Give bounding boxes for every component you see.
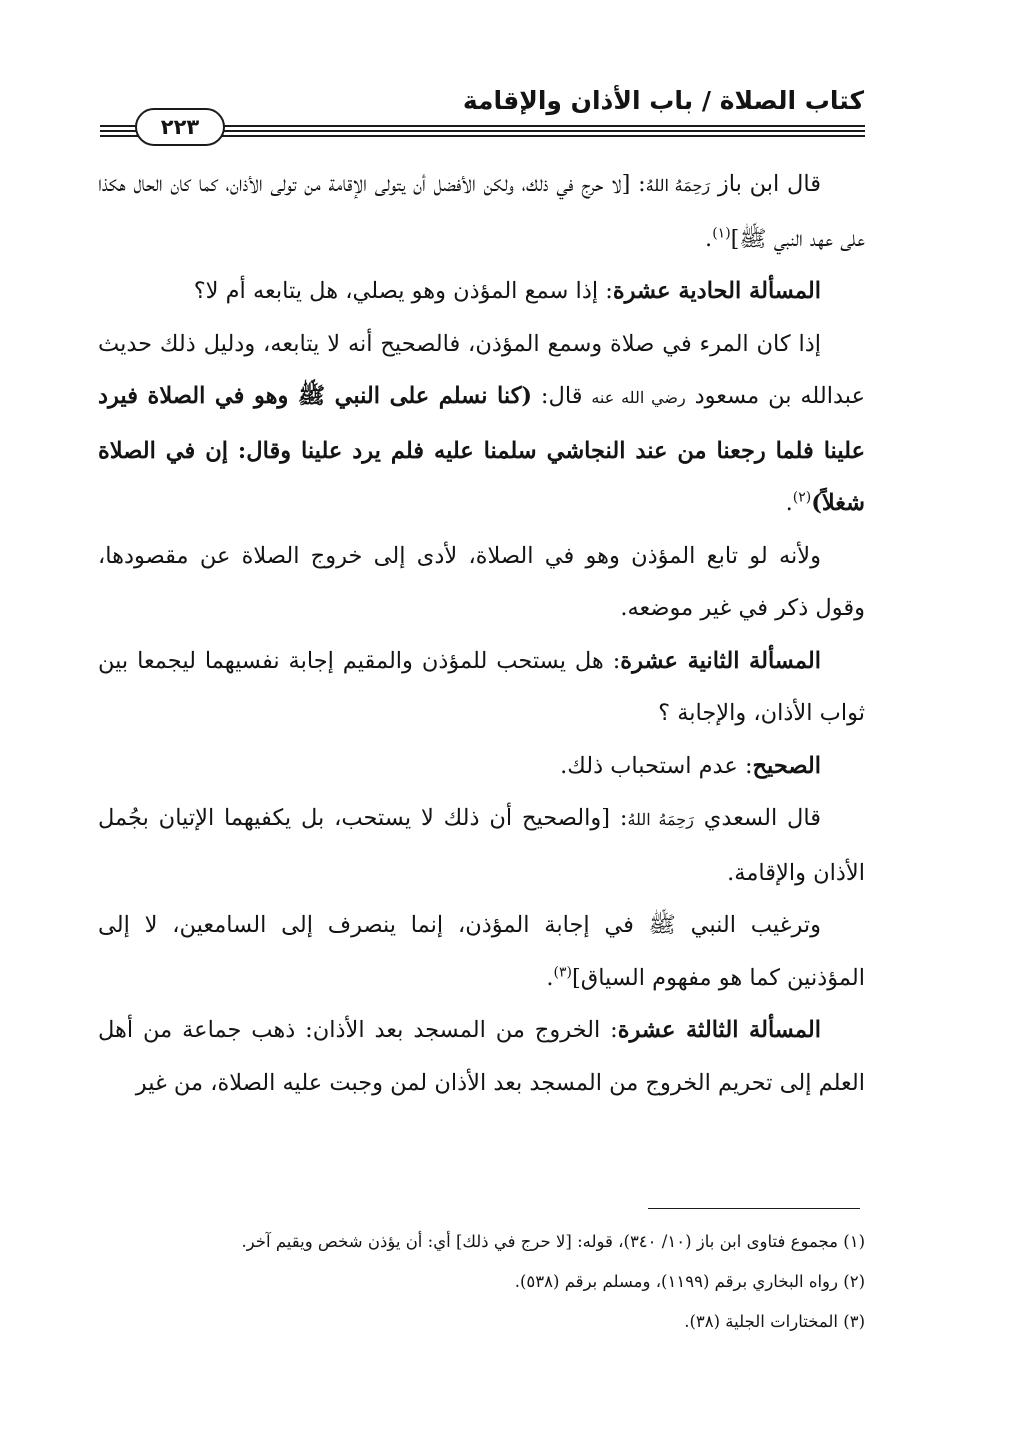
running-header-title: كتاب الصلاة / باب الأذان والإقامة: [462, 86, 864, 115]
p1-honorific: رَحِمَهُ اللهُ: [645, 176, 711, 195]
footnote-ref-3[interactable]: (٣): [553, 964, 572, 980]
paragraph-9: [98, 1004, 865, 1109]
p1-text-a: قال ابن باز: [710, 171, 821, 197]
p3-text: إذا كان المرء في صلاة وسمع المؤذن، فالصحيح أنه لا يتابعه، ودليل ذلك حديث عبدالله بن مسعود: [98, 330, 866, 409]
p7-text-a: قال السعدي: [693, 805, 821, 831]
p1-end: .: [705, 225, 713, 252]
paragraph-5: [98, 635, 865, 740]
correct-heading: الصحيح: [752, 752, 821, 779]
issue-11-heading: المسألة الحادية عشرة: [612, 278, 821, 304]
paragraph-3: [98, 318, 865, 530]
p6-text: : عدم استحباب ذلك.: [560, 752, 753, 779]
hadith-quote: (كنا نسلم على النبي ﷺ وهو في الصلاة فيرد علينا فلما رجعنا من عند النجاشي سلمنا عليه فلم يرد علينا وقال: إن في الصلاة شغلاً): [98, 383, 865, 516]
main-text: [98, 158, 865, 1109]
footnote-separator: [648, 1208, 860, 1209]
p8-end: .: [546, 964, 554, 991]
paragraph-6: [98, 740, 865, 793]
footnote-3: (٣) المختارات الجلية (٣٨).: [684, 1312, 865, 1331]
p3-text-b: قال:: [532, 383, 592, 409]
p7-text-b: : [والصحيح أن ذلك لا يستحب، بل يكفيهما الإتيان بجُمل الأذان والإقامة.: [98, 805, 865, 886]
footnote-1: (١) مجموع فتاوى ابن باز (١٠/ ٣٤٠)، قوله: [لا حرج في ذلك] أي: أن يؤذن شخص ويقيم آخر.: [241, 1232, 865, 1251]
p7-honorific: رَحِمَهُ اللهُ: [627, 810, 694, 829]
p8-text: وترغيب النبي ﷺ في إجابة المؤذن، إنما ينصرف إلى السامعين، لا إلى المؤذنين كما هو مفهوم السياق]: [98, 912, 865, 991]
footnote-2: (٢) رواه البخاري برقم (١١٩٩)، ومسلم برقم (٥٣٨).: [514, 1272, 865, 1291]
footnote-ref-1[interactable]: (١): [712, 225, 731, 241]
p3-end: .: [785, 490, 793, 516]
p1-text-b: : [لا حرج في ذلك، ولكن الأفضل أن يتولى الإقامة من تولى الأذان، كما كان الحال هكذا على عهد النبي ﷺ]: [98, 171, 865, 252]
issue-12-heading: المسألة الثانية عشرة: [620, 647, 821, 674]
paragraph-4: ولأنه لو تابع المؤذن وهو في الصلاة، لأدى إلى خروج الصلاة عن مقصودها، وقول ذكر في غير موضعه.: [98, 542, 865, 621]
p5-text: : هل يستحب للمؤذن والمقيم إجابة نفسيهما ليجمعا بين ثواب الأذان، والإجابة ؟: [98, 647, 865, 726]
paragraph-1: [98, 158, 865, 265]
page-number: ٢٢٣: [135, 108, 225, 146]
paragraph-8: [98, 899, 865, 1004]
p9-text: : الخروج من المسجد بعد الأذان: ذهب جماعة من أهل العلم إلى تحريم الخروج من المسجد بعد الأذان لمن وجبت عليه الصلاة، من غير: [98, 1017, 865, 1096]
paragraph-2: [98, 265, 865, 318]
footnotes: [98, 1222, 865, 1342]
p2-text: : إذا سمع المؤذن وهو يصلي، هل يتابعه أم لا؟: [193, 278, 613, 304]
p3-honorific: رضي الله عنه: [591, 388, 686, 407]
footnote-ref-2[interactable]: (٢): [792, 489, 812, 506]
issue-13-heading: المسألة الثالثة عشرة: [617, 1017, 821, 1043]
paragraph-7: [98, 792, 865, 899]
